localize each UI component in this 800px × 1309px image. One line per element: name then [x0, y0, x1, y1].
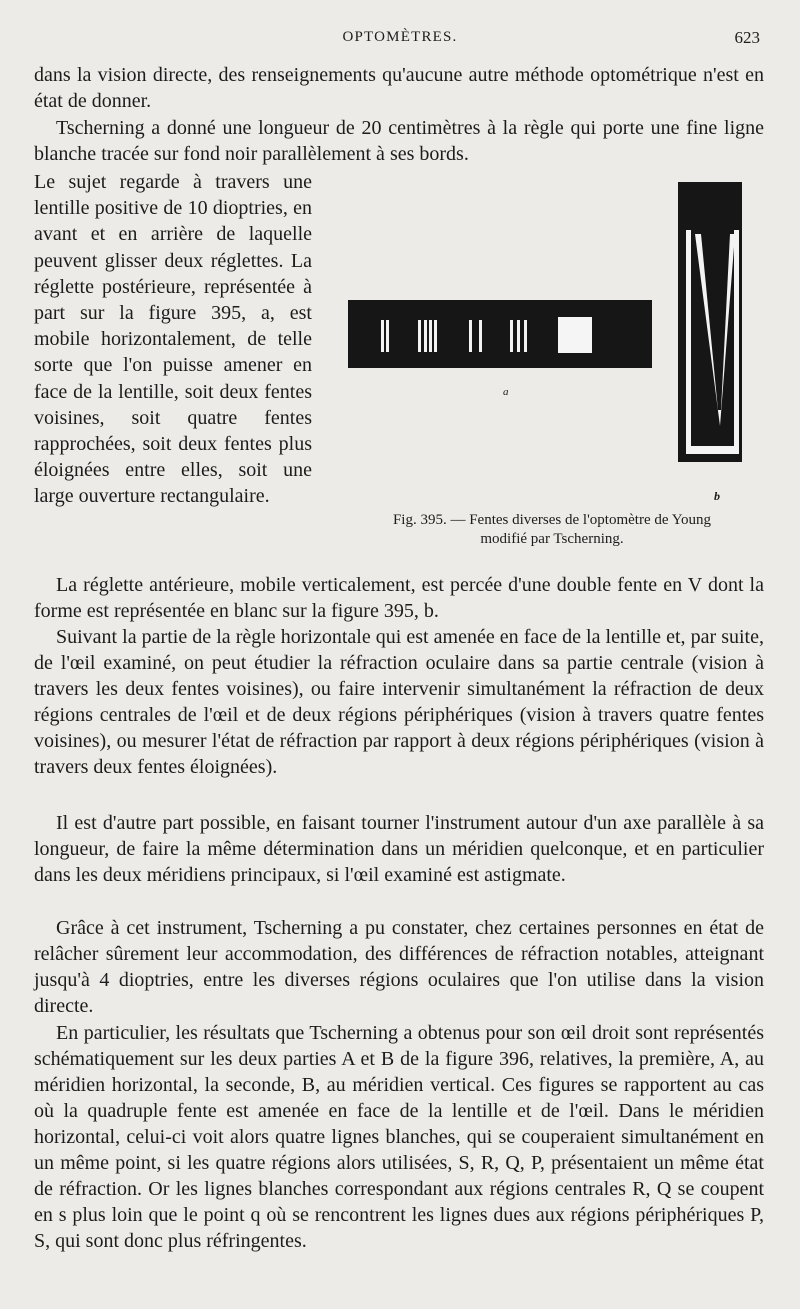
paragraph-6: Il est d'autre part possible, en faisant tourner l'instrument autour d'un axe parallèle à sa longueur, de faire la même détermination dans un méridien quelconque, et en particulier dans les deux méridiens principaux, si l'œil examiné est astigmate. [34, 812, 764, 886]
paragraph-1: dans la vision directe, des renseignements qu'aucune autre méthode optométrique n'est en état de donner. [34, 64, 764, 112]
paragraph-3: Le sujet regarde à travers une lentille positive de 10 dioptries, en avant et en arrière de laquelle peuvent glisser deux réglettes. La réglette postérieure, représentée à part sur la figure 395, a, est mobile horizontalement, de telle sorte que l'on puisse amener en face de la lentille, soit deux fentes voisines, soit quatre fentes rapprochées, soit deux fentes plus éloignées entre elles, soit une large ouverture rectangulaire. [34, 171, 312, 508]
page-number: 623 [734, 28, 760, 47]
paragraph-4: La réglette antérieure, mobile verticalement, est percée d'une double fente en V dont la forme est représentée en blanc sur la figure 395, b. [34, 574, 764, 622]
paragraph-2: Tscherning a donné une longueur de 20 centimètres à la règle qui porte une fine ligne blanche tracée sur fond noir parallèlement à ses bords. [34, 117, 764, 165]
figure-label-b: b [714, 489, 720, 503]
running-title: OPTOMÈTRES. [342, 29, 458, 45]
paragraph-5: Suivant la partie de la règle horizontale qui est amenée en face de la lentille et, par suite, de l'œil examiné, on peut étudier la réfraction oculaire dans sa partie centrale (vision à travers les deux fentes voisines), ou faire intervenir simultanément la réfraction de deux régions centrales de l'œil et de deux régions périphériques (vision à travers quatre fentes voisines), ou mesurer l'état de réfraction par rapport à deux régions périphériques (vision à travers deux fentes éloignées). [34, 626, 764, 778]
rectangular-opening [558, 317, 592, 353]
slit [424, 320, 427, 352]
figure-395-a-slit-ruler [348, 300, 652, 368]
caption-line-1: Fig. 395. — Fentes diverses de l'optomètre de Young [392, 512, 712, 528]
figure-395-b-v-slit [678, 182, 742, 462]
slit [479, 320, 482, 352]
slit [517, 320, 520, 352]
slit [524, 320, 527, 352]
figure-caption [332, 511, 772, 549]
slit [429, 320, 432, 352]
paragraph-7: Grâce à cet instrument, Tscherning a pu constater, chez certaines personnes en état de relâcher sûrement leur accommodation, des différences de réfraction notables, atteignant jusqu'à 4 dioptries, entre les diverses régions oculaires que l'on utilise dans la vision directe. [34, 917, 764, 1017]
slit [381, 320, 384, 352]
slit [469, 320, 472, 352]
figure-label-a: a [503, 386, 509, 398]
caption-line-2: modifié par Tscherning. [480, 531, 624, 547]
slit [434, 320, 437, 352]
slit [510, 320, 513, 352]
paragraph-8: En particulier, les résultats que Tscherning a obtenus pour son œil droit sont représentés schématiquement sur les deux parties A et B de la figure 396, relatives, la première, A, au méridien horizontal, la seconde, B, au méridien vertical. Ces figures se rapportent au cas où la quadruple fente est amenée en face de la lentille et de l'œil. Dans le méridien horizontal, celui-ci voit alors quatre lignes blanches, qui se couperaient simultanément en un même point, si les quatre régions alors utilisées, S, R, Q, P, présentaient un même état de réfraction. Or les lignes blanches correspondant aux régions centrales R, Q se coupent en s plus loin que le point q où se rencontrent les lignes dues aux régions périphériques P, S, qui sont donc plus réfringentes. [34, 1022, 764, 1252]
slit [386, 320, 389, 352]
slit [418, 320, 421, 352]
